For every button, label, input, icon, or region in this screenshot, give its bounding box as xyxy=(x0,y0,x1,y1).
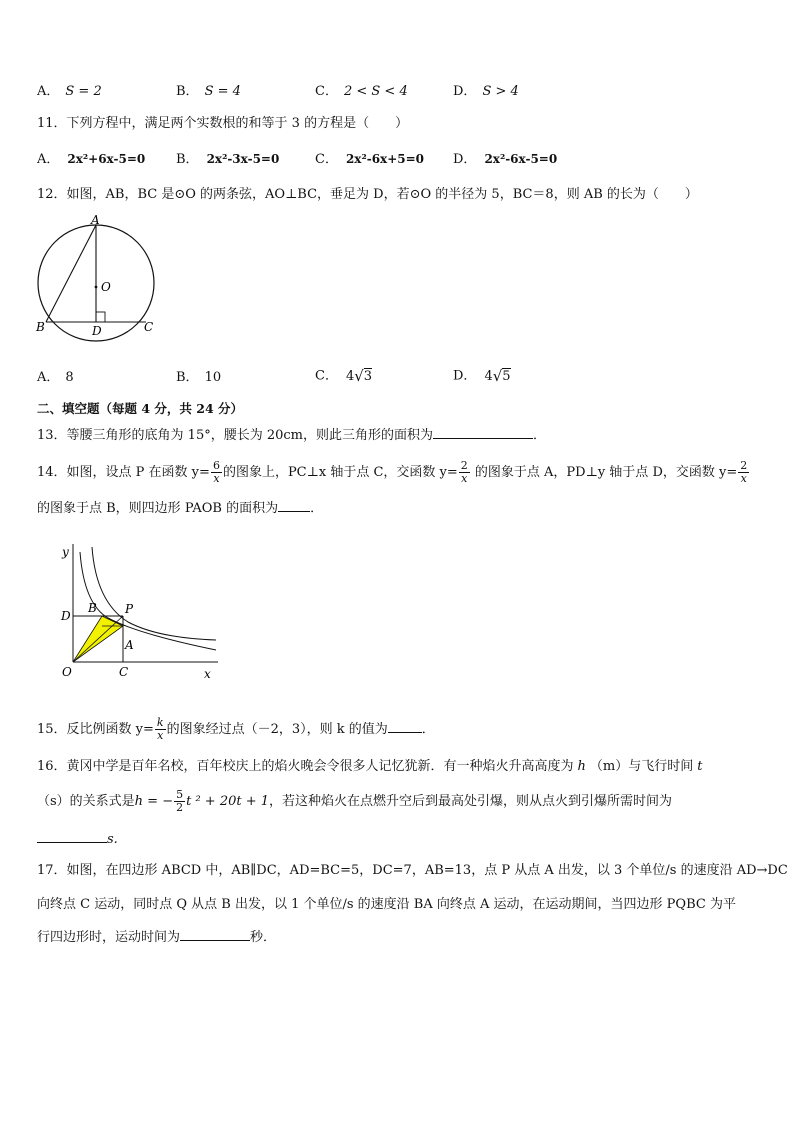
q16-line3: s. xyxy=(37,830,118,849)
q11-option-c: C． 2x²-6x+5=0 xyxy=(315,152,425,167)
q13-answer-blank[interactable] xyxy=(433,426,533,439)
q12-stem: 12．如图，AB，BC 是⊙O 的两条弦，AO⊥BC，垂足为 D，若⊙O 的半径为 5，BC＝8，则 AB 的长为（ ） xyxy=(37,187,698,202)
label-c: C xyxy=(144,320,154,334)
q15-text: 15．反比例函数 y= $\frac{k}{x}$ 的图象经过点（－2，3），则 k 的值为 ． xyxy=(37,716,435,742)
q17-line3: 行四边形时，运动时间为 秒． xyxy=(37,930,277,945)
label-o: O xyxy=(101,280,111,294)
label-d: D xyxy=(92,324,102,338)
fraction-k-over-x: $\frac{k}{x}$ xyxy=(156,716,164,742)
q10-option-d: D． S > 4 xyxy=(453,84,519,99)
q14-answer-blank[interactable] xyxy=(278,499,310,512)
q12-option-c: C． 4√3 xyxy=(315,367,373,385)
label-p: P xyxy=(125,602,134,616)
q12-option-a: A． 8 xyxy=(37,370,74,385)
sqrt-icon: √ xyxy=(354,367,364,385)
section-title: 二、填空题（每题 4 分，共 24 分） xyxy=(37,401,244,416)
q16-line2: （s）的关系式是h = − $\frac{5}{2}$ t ² + 20t + 1，若这种焰火在点燃升空后到最高处引爆，则从点火到引爆所需时间为 xyxy=(37,788,673,814)
label-b: B xyxy=(88,601,97,615)
fraction-2-over-x: $\frac{2}{x}$ xyxy=(460,459,468,485)
q10-option-a: A． S = 2 xyxy=(37,84,102,99)
sqrt-icon: √ xyxy=(492,367,503,385)
q11-option-a: A． 2x²+6x-5=0 xyxy=(37,152,146,167)
fraction-2-over-x-b: $\frac{2}{x}$ xyxy=(740,459,748,485)
q17-line1: 17．如图，在四边形 ABCD 中，AB∥DC，AD=BC=5，DC=7，AB=13，点 P 从点 A 出发，以 3 个单位/s 的速度沿 AD→DC xyxy=(37,863,788,878)
q16-answer-blank[interactable] xyxy=(37,830,107,843)
chord-ab xyxy=(46,225,96,322)
right-angle-mark xyxy=(96,312,105,322)
q11-stem: 11．下列方程中，满足两个实数根的和等于 3 的方程是（ ） xyxy=(37,116,409,131)
label-o: O xyxy=(62,665,72,679)
q14-hyperbola-figure xyxy=(58,542,223,682)
q11-option-b: B． 2x²-3x-5=0 xyxy=(176,152,280,167)
label-d: D xyxy=(61,609,71,623)
q14-line2: 的图象于点 B，则四边形 PAOB 的面积为 ． xyxy=(37,501,324,516)
label-y: y xyxy=(62,545,69,559)
fraction-5-over-2: $\frac{5}{2}$ xyxy=(176,788,184,814)
q12-circle-figure xyxy=(30,212,170,352)
q14-line1: 14．如图，设点 P 在函数 y= $\frac{6}{x}$ 的图象上，PC⊥x 轴于点 C，交函数 y= $\frac{2}{x}$ 的图象于点 A，PD⊥y 轴于点 D，交函数 y= $\frac{2}{x}$ xyxy=(37,459,748,485)
q17-line2: 向终点 C 运动，同时点 Q 从点 B 出发，以 1 个单位/s 的速度沿 BA 向终点 A 运动，在运动期间，当四边形 PQBC 为平 xyxy=(37,897,736,912)
fraction-6-over-x: $\frac{6}{x}$ xyxy=(212,459,220,485)
q12-option-d: D． 4√5 xyxy=(453,367,511,385)
label-c: C xyxy=(119,665,129,679)
q12-option-b: B． 10 xyxy=(176,370,222,385)
q10-option-b: B． S = 4 xyxy=(176,84,241,99)
q10-option-c: C． 2 < S < 4 xyxy=(315,84,408,99)
q16-line1: 16．黄冈中学是百年名校，百年校庆上的焰火晚会令很多人记忆犹新．有一种焰火升高高度为 h （m）与飞行时间 t xyxy=(37,759,703,774)
q11-option-d: D． 2x²-6x-5=0 xyxy=(453,152,558,167)
q13-text: 13．等腰三角形的底角为 15°，腰长为 20cm，则此三角形的面积为 ． xyxy=(37,428,547,443)
q17-answer-blank[interactable] xyxy=(180,928,250,941)
q15-answer-blank[interactable] xyxy=(388,720,422,733)
center-dot xyxy=(95,286,98,289)
label-a: A xyxy=(125,638,134,652)
label-a: A xyxy=(91,213,100,227)
label-x: x xyxy=(204,667,211,681)
label-b: B xyxy=(36,320,45,334)
